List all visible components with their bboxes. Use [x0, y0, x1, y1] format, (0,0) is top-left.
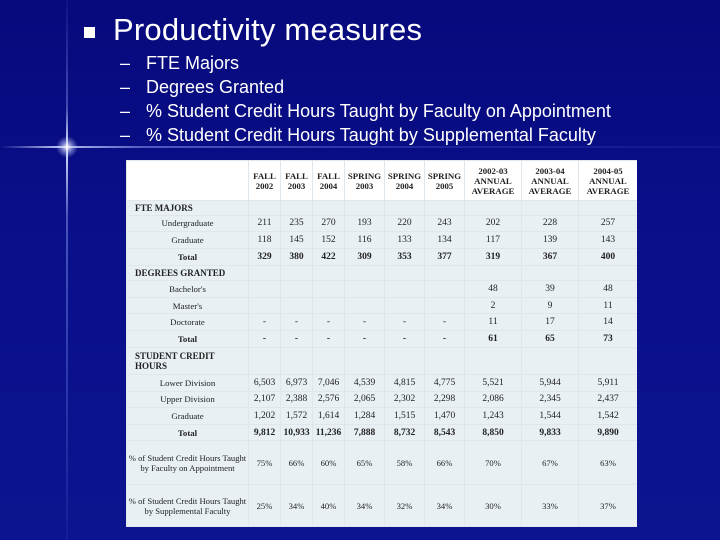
table-cell: 1,243: [465, 408, 522, 425]
table-cell: 11,236: [313, 424, 345, 441]
table-cell: 1,544: [522, 408, 579, 425]
table-cell: 2,107: [249, 391, 281, 408]
table-row: [127, 424, 638, 441]
table-cell: 7,888: [345, 424, 385, 441]
table-cell: [281, 297, 313, 314]
table-cell: 30%: [465, 485, 522, 527]
table-cell: 133: [385, 232, 425, 249]
list-item-text: FTE Majors: [146, 53, 240, 73]
column-header: SPRING 2004: [385, 161, 425, 201]
slide-title-row: [84, 12, 422, 48]
table-cell: [385, 281, 425, 298]
section-label: STUDENT CREDIT HOURS: [127, 347, 249, 374]
table-row: [127, 281, 638, 298]
table-cell: 63%: [579, 441, 638, 485]
table-cell: 34%: [425, 485, 465, 527]
productivity-table-image: [126, 160, 637, 527]
table-cell: -: [313, 331, 345, 348]
table-cell: 193: [345, 215, 385, 232]
row-label: Total: [127, 248, 249, 265]
table-cell: 243: [425, 215, 465, 232]
table-cell: 134: [425, 232, 465, 249]
table-cell: 2,065: [345, 391, 385, 408]
table-cell: 5,911: [579, 374, 638, 391]
table-cell: -: [425, 314, 465, 331]
table-cell: 319: [465, 248, 522, 265]
table-cell: 34%: [345, 485, 385, 527]
table-cell: 2,302: [385, 391, 425, 408]
table-cell: 9,833: [522, 424, 579, 441]
table-cell: [345, 297, 385, 314]
table-cell: 8,543: [425, 424, 465, 441]
table-cell: 2,437: [579, 391, 638, 408]
table-cell: 61: [465, 331, 522, 348]
table-cell: 39: [522, 281, 579, 298]
table-cell: 1,515: [385, 408, 425, 425]
table-row: [127, 248, 638, 265]
table-cell: 11: [579, 297, 638, 314]
table-cell: 118: [249, 232, 281, 249]
table-cell: -: [385, 331, 425, 348]
row-label: % of Student Credit Hours Taught by Faculty on Appointment: [127, 441, 249, 485]
header-corner: [127, 161, 249, 201]
table-row: [127, 485, 638, 527]
table-row: [127, 441, 638, 485]
table-cell: 17: [522, 314, 579, 331]
table-cell: 139: [522, 232, 579, 249]
table-cell: 60%: [313, 441, 345, 485]
list-item-text: % Student Credit Hours Taught by Faculty on Appointment: [146, 101, 611, 121]
table-cell: 6,973: [281, 374, 313, 391]
table-cell: 8,850: [465, 424, 522, 441]
column-header: 2004-05 ANNUAL AVERAGE: [579, 161, 638, 201]
slide-title: Productivity measures: [113, 12, 423, 47]
table-cell: 1,542: [579, 408, 638, 425]
table-cell: 70%: [465, 441, 522, 485]
table-cell: 309: [345, 248, 385, 265]
row-label: Doctorate: [127, 314, 249, 331]
table-cell: 40%: [313, 485, 345, 527]
table-cell: [281, 281, 313, 298]
table-cell: 202: [465, 215, 522, 232]
table-cell: 1,470: [425, 408, 465, 425]
table-cell: 1,202: [249, 408, 281, 425]
table-cell: 2,345: [522, 391, 579, 408]
table-cell: -: [425, 331, 465, 348]
bullet-list: [120, 51, 611, 147]
table-cell: 152: [313, 232, 345, 249]
row-label: Master's: [127, 297, 249, 314]
column-header: 2003-04 ANNUAL AVERAGE: [522, 161, 579, 201]
table-cell: 5,521: [465, 374, 522, 391]
list-item: [120, 75, 611, 99]
table-cell: -: [249, 314, 281, 331]
table-cell: 2: [465, 297, 522, 314]
lens-flare-glow: [56, 136, 78, 158]
table-cell: 25%: [249, 485, 281, 527]
table-row: [127, 297, 638, 314]
table-cell: 329: [249, 248, 281, 265]
table-cell: 6,503: [249, 374, 281, 391]
table-cell: 367: [522, 248, 579, 265]
table-cell: 380: [281, 248, 313, 265]
row-label: Graduate: [127, 408, 249, 425]
table-cell: [313, 297, 345, 314]
table-cell: 73: [579, 331, 638, 348]
table-cell: 257: [579, 215, 638, 232]
table-cell: -: [249, 331, 281, 348]
table-cell: [313, 281, 345, 298]
row-label: Total: [127, 424, 249, 441]
table-cell: 48: [579, 281, 638, 298]
table-cell: 143: [579, 232, 638, 249]
section-label: DEGREES GRANTED: [127, 265, 249, 281]
table-cell: [345, 281, 385, 298]
table-cell: 65: [522, 331, 579, 348]
table-header-row: [127, 161, 638, 201]
column-header: SPRING 2005: [425, 161, 465, 201]
table-cell: [425, 297, 465, 314]
table-cell: -: [385, 314, 425, 331]
table-cell: 33%: [522, 485, 579, 527]
table-cell: 4,539: [345, 374, 385, 391]
table-row: [127, 215, 638, 232]
table-row: [127, 331, 638, 348]
dash-bullet: –: [120, 101, 131, 121]
table-cell: 14: [579, 314, 638, 331]
lens-flare-vertical: [66, 0, 68, 540]
table-cell: 32%: [385, 485, 425, 527]
list-item-text: Degrees Granted: [146, 77, 285, 97]
table-cell: 7,046: [313, 374, 345, 391]
table-cell: 228: [522, 215, 579, 232]
table-cell: 211: [249, 215, 281, 232]
table-cell: 116: [345, 232, 385, 249]
table-cell: 66%: [425, 441, 465, 485]
table-cell: 400: [579, 248, 638, 265]
table-cell: 1,614: [313, 408, 345, 425]
row-label: Lower Division: [127, 374, 249, 391]
productivity-table: [126, 160, 637, 527]
table-cell: 2,086: [465, 391, 522, 408]
table-cell: 2,298: [425, 391, 465, 408]
table-cell: -: [345, 314, 385, 331]
table-cell: 10,933: [281, 424, 313, 441]
table-cell: 9: [522, 297, 579, 314]
table-cell: 11: [465, 314, 522, 331]
table-cell: 9,890: [579, 424, 638, 441]
table-cell: 353: [385, 248, 425, 265]
table-cell: 67%: [522, 441, 579, 485]
table-cell: 220: [385, 215, 425, 232]
table-cell: 422: [313, 248, 345, 265]
table-cell: 2,388: [281, 391, 313, 408]
table-cell: 1,284: [345, 408, 385, 425]
table-cell: 4,815: [385, 374, 425, 391]
table-cell: 48: [465, 281, 522, 298]
list-item-text: % Student Credit Hours Taught by Supplemental Faculty: [146, 125, 596, 145]
table-cell: -: [345, 331, 385, 348]
dash-bullet: –: [120, 77, 131, 97]
column-header: 2002-03 ANNUAL AVERAGE: [465, 161, 522, 201]
table-cell: 37%: [579, 485, 638, 527]
table-cell: [249, 297, 281, 314]
column-header: FALL 2003: [281, 161, 313, 201]
table-cell: [425, 281, 465, 298]
table-cell: 235: [281, 215, 313, 232]
table-row: [127, 391, 638, 408]
section-row-sch: [127, 347, 638, 374]
table-cell: 270: [313, 215, 345, 232]
column-header: FALL 2002: [249, 161, 281, 201]
column-header: FALL 2004: [313, 161, 345, 201]
section-label: FTE MAJORS: [127, 201, 249, 216]
table-cell: [385, 297, 425, 314]
table-cell: -: [313, 314, 345, 331]
section-row-fte: [127, 201, 638, 216]
table-row: [127, 374, 638, 391]
row-label: Bachelor's: [127, 281, 249, 298]
table-cell: 5,944: [522, 374, 579, 391]
table-cell: 1,572: [281, 408, 313, 425]
table-row: [127, 314, 638, 331]
column-header: SPRING 2003: [345, 161, 385, 201]
row-label: Graduate: [127, 232, 249, 249]
table-cell: 2,576: [313, 391, 345, 408]
dash-bullet: –: [120, 53, 131, 73]
table-row: [127, 232, 638, 249]
table-cell: 4,775: [425, 374, 465, 391]
table-cell: 377: [425, 248, 465, 265]
table-cell: 34%: [281, 485, 313, 527]
row-label: % of Student Credit Hours Taught by Supplemental Faculty: [127, 485, 249, 527]
row-label: Undergraduate: [127, 215, 249, 232]
table-row: [127, 408, 638, 425]
table-cell: 117: [465, 232, 522, 249]
table-cell: -: [281, 331, 313, 348]
square-bullet-icon: [84, 27, 95, 38]
table-cell: 145: [281, 232, 313, 249]
table-cell: -: [281, 314, 313, 331]
row-label: Upper Division: [127, 391, 249, 408]
row-label: Total: [127, 331, 249, 348]
section-row-degrees: [127, 265, 638, 281]
list-item: [120, 51, 611, 75]
list-item: [120, 99, 611, 123]
table-cell: 66%: [281, 441, 313, 485]
table-cell: [249, 281, 281, 298]
table-cell: 75%: [249, 441, 281, 485]
list-item: [120, 123, 611, 147]
dash-bullet: –: [120, 125, 131, 145]
table-cell: 65%: [345, 441, 385, 485]
table-cell: 8,732: [385, 424, 425, 441]
table-cell: 58%: [385, 441, 425, 485]
table-cell: 9,812: [249, 424, 281, 441]
